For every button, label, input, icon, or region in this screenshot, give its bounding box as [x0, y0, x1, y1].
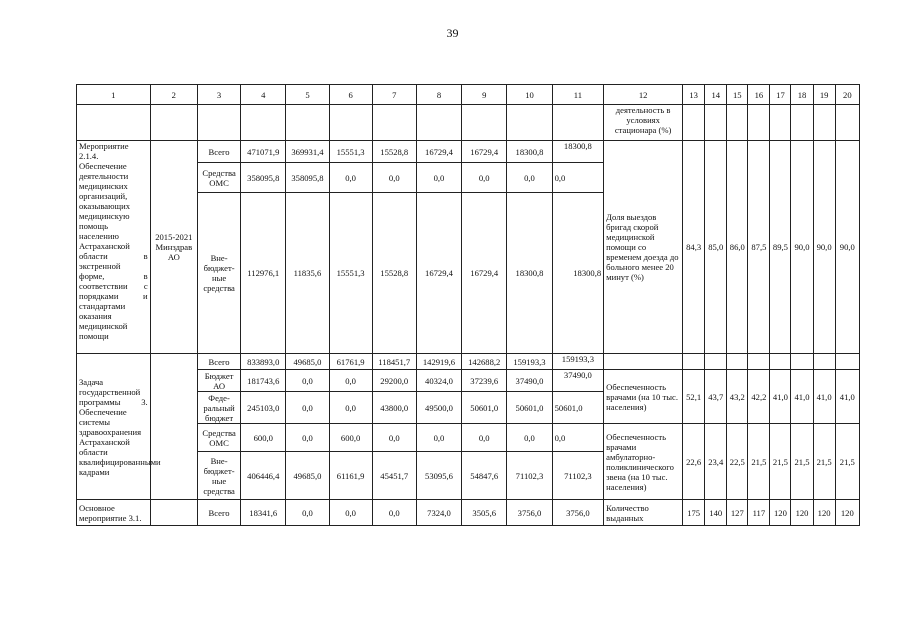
- value-cell: 37490,0: [507, 370, 552, 392]
- header-cell: 2: [150, 85, 197, 105]
- source-cell: Всего: [198, 354, 241, 370]
- value-cell: 0,0: [329, 370, 372, 392]
- header-cell: 20: [835, 85, 859, 105]
- value-cell: 369931,4: [286, 141, 329, 163]
- header-cell: 9: [462, 85, 507, 105]
- value-cell: 15551,3: [329, 193, 372, 354]
- source-cell: Средства ОМС: [198, 163, 241, 193]
- header-cell: 11: [552, 85, 604, 105]
- value-cell: 245103,0: [241, 392, 286, 424]
- program-table: [76, 84, 860, 526]
- value-cell: 112976,1: [241, 193, 286, 354]
- value-cell: 54847,6: [462, 452, 507, 500]
- period-cell: [150, 354, 197, 500]
- target-cell: 41,0: [835, 370, 859, 424]
- value-cell: 600,0: [241, 424, 286, 452]
- value-cell: 0,0: [372, 163, 416, 193]
- header-cell: 4: [241, 85, 286, 105]
- value-cell: 0,0: [329, 163, 372, 193]
- value-cell: 18300,8: [552, 141, 604, 163]
- value-cell: 0,0: [286, 424, 329, 452]
- target-cell: 90,0: [835, 141, 859, 354]
- value-cell: 3505,6: [462, 500, 507, 526]
- value-cell: 18300,8: [507, 193, 552, 354]
- value-cell: 37239,6: [462, 370, 507, 392]
- source-cell: Вне-бюджет-ные средства: [198, 452, 241, 500]
- value-cell: 142919,6: [416, 354, 461, 370]
- value-cell: 0,0: [552, 424, 604, 452]
- indicator-cell: Обеспеченность врачами (на 10 тыс. населения): [604, 370, 683, 424]
- period-cell: [150, 500, 197, 526]
- value-cell: 50601,0: [507, 392, 552, 424]
- target-cell: 127: [727, 500, 748, 526]
- target-cell: 23,4: [705, 424, 727, 500]
- target-cell: 89,5: [770, 141, 791, 354]
- target-cell: 175: [683, 500, 705, 526]
- value-cell: 0,0: [416, 163, 461, 193]
- page-number: 39: [446, 26, 459, 40]
- value-cell: 142688,2: [462, 354, 507, 370]
- value-cell: 0,0: [286, 370, 329, 392]
- value-cell: 61761,9: [329, 354, 372, 370]
- header-cell: 3: [198, 85, 241, 105]
- value-cell: 0,0: [507, 424, 552, 452]
- value-cell: 50601,0: [552, 392, 604, 424]
- header-cell: 7: [372, 85, 416, 105]
- indicator-cell: деятельность в условиях стационара (%): [604, 105, 683, 141]
- value-cell: 406446,4: [241, 452, 286, 500]
- header-cell: 19: [813, 85, 835, 105]
- target-cell: 43,2: [727, 370, 748, 424]
- value-cell: 358095,8: [286, 163, 329, 193]
- header-cell: 16: [748, 85, 770, 105]
- continuation-row: [77, 105, 860, 141]
- activity-title: Основное мероприятие 3.1.: [77, 500, 151, 526]
- value-cell: 16729,4: [462, 141, 507, 163]
- target-cell: 84,3: [683, 141, 705, 354]
- value-cell: 471071,9: [241, 141, 286, 163]
- value-cell: 15528,8: [372, 141, 416, 163]
- value-cell: 7324,0: [416, 500, 461, 526]
- table-row: [77, 354, 860, 370]
- target-cell: 120: [813, 500, 835, 526]
- value-cell: 0,0: [416, 424, 461, 452]
- target-cell: 90,0: [813, 141, 835, 354]
- value-cell: 0,0: [329, 392, 372, 424]
- value-cell: 49500,0: [416, 392, 461, 424]
- target-cell: 90,0: [791, 141, 813, 354]
- value-cell: 15551,3: [329, 141, 372, 163]
- value-cell: 40324,0: [416, 370, 461, 392]
- value-cell: 159193,3: [507, 354, 552, 370]
- source-cell: Бюджет АО: [198, 370, 241, 392]
- value-cell: 11835,6: [286, 193, 329, 354]
- value-cell: 3756,0: [507, 500, 552, 526]
- target-cell: 85,0: [705, 141, 727, 354]
- table-row: [77, 500, 860, 526]
- value-cell: 29200,0: [372, 370, 416, 392]
- value-cell: 16729,4: [462, 193, 507, 354]
- value-cell: 0,0: [286, 392, 329, 424]
- target-cell: 21,5: [813, 424, 835, 500]
- target-cell: 87,5: [748, 141, 770, 354]
- header-cell: 1: [77, 85, 151, 105]
- value-cell: 0,0: [372, 500, 416, 526]
- value-cell: 50601,0: [462, 392, 507, 424]
- source-cell: Всего: [198, 141, 241, 163]
- value-cell: 71102,3: [552, 452, 604, 500]
- value-cell: 833893,0: [241, 354, 286, 370]
- value-cell: 37490,0: [552, 370, 604, 392]
- value-cell: 49685,0: [286, 452, 329, 500]
- value-cell: 71102,3: [507, 452, 552, 500]
- value-cell: 49685,0: [286, 354, 329, 370]
- value-cell: 18300,8: [552, 193, 604, 354]
- header-cell: 6: [329, 85, 372, 105]
- header-cell: 18: [791, 85, 813, 105]
- target-cell: 41,0: [813, 370, 835, 424]
- source-cell: Средства ОМС: [198, 424, 241, 452]
- header-cell: 10: [507, 85, 552, 105]
- target-cell: 21,5: [770, 424, 791, 500]
- target-cell: 43,7: [705, 370, 727, 424]
- header-row: [77, 85, 860, 105]
- value-cell: 18300,8: [507, 141, 552, 163]
- header-cell: 13: [683, 85, 705, 105]
- target-cell: 21,5: [791, 424, 813, 500]
- source-cell: Всего: [198, 500, 241, 526]
- value-cell: 43800,0: [372, 392, 416, 424]
- value-cell: 0,0: [462, 163, 507, 193]
- value-cell: 0,0: [329, 500, 372, 526]
- value-cell: 118451,7: [372, 354, 416, 370]
- period-cell: 2015-2021 Минздрав АО: [150, 141, 197, 354]
- value-cell: 0,0: [372, 424, 416, 452]
- indicator-cell: Обеспеченность врачами амбулаторно-поликлинического звена (на 10 тыс. населения): [604, 424, 683, 500]
- target-cell: 117: [748, 500, 770, 526]
- value-cell: 159193,3: [552, 354, 604, 370]
- header-cell: 5: [286, 85, 329, 105]
- header-cell: 12: [604, 85, 683, 105]
- indicator-cell: Доля выездов бригад скорой медицинской помощи со временем доезда до больного менее 20 минут (%): [604, 141, 683, 354]
- value-cell: 18341,6: [241, 500, 286, 526]
- table-row: [77, 141, 860, 163]
- target-cell: 52,1: [683, 370, 705, 424]
- target-cell: 42,2: [748, 370, 770, 424]
- header-cell: 8: [416, 85, 461, 105]
- target-cell: 22,5: [727, 424, 748, 500]
- value-cell: 53095,6: [416, 452, 461, 500]
- target-cell: 22,6: [683, 424, 705, 500]
- value-cell: 3756,0: [552, 500, 604, 526]
- value-cell: 181743,6: [241, 370, 286, 392]
- header-cell: 14: [705, 85, 727, 105]
- target-cell: 140: [705, 500, 727, 526]
- blank-cell: [604, 354, 683, 370]
- value-cell: 0,0: [462, 424, 507, 452]
- value-cell: 358095,8: [241, 163, 286, 193]
- header-cell: 15: [727, 85, 748, 105]
- target-cell: 86,0: [727, 141, 748, 354]
- value-cell: 0,0: [552, 163, 604, 193]
- target-cell: 120: [791, 500, 813, 526]
- indicator-cell: Количество выданных: [604, 500, 683, 526]
- value-cell: 45451,7: [372, 452, 416, 500]
- value-cell: 0,0: [507, 163, 552, 193]
- value-cell: 61161,9: [329, 452, 372, 500]
- target-cell: 21,5: [835, 424, 859, 500]
- source-cell: Вне-бюджет-ные средства: [198, 193, 241, 354]
- target-cell: 41,0: [791, 370, 813, 424]
- source-cell: Феде-ральный бюджет: [198, 392, 241, 424]
- task-title: Задача государственной программы 3. Обеспечение системы здравоохранения Астраханской области квалифицированными кадрами: [77, 354, 151, 500]
- header-cell: 17: [770, 85, 791, 105]
- target-cell: 120: [835, 500, 859, 526]
- value-cell: 0,0: [286, 500, 329, 526]
- target-cell: 21,5: [748, 424, 770, 500]
- target-cell: 120: [770, 500, 791, 526]
- value-cell: 16729,4: [416, 193, 461, 354]
- value-cell: 15528,8: [372, 193, 416, 354]
- value-cell: 600,0: [329, 424, 372, 452]
- activity-title: Мероприятие 2.1.4. Обеспечение деятельности медицинских организаций, оказывающих медицинскую помощь населению Астраханской области в экстренной форме, в соответствии с порядками и стандартами оказания медицинской помощи: [77, 141, 151, 354]
- target-cell: 41,0: [770, 370, 791, 424]
- value-cell: 16729,4: [416, 141, 461, 163]
